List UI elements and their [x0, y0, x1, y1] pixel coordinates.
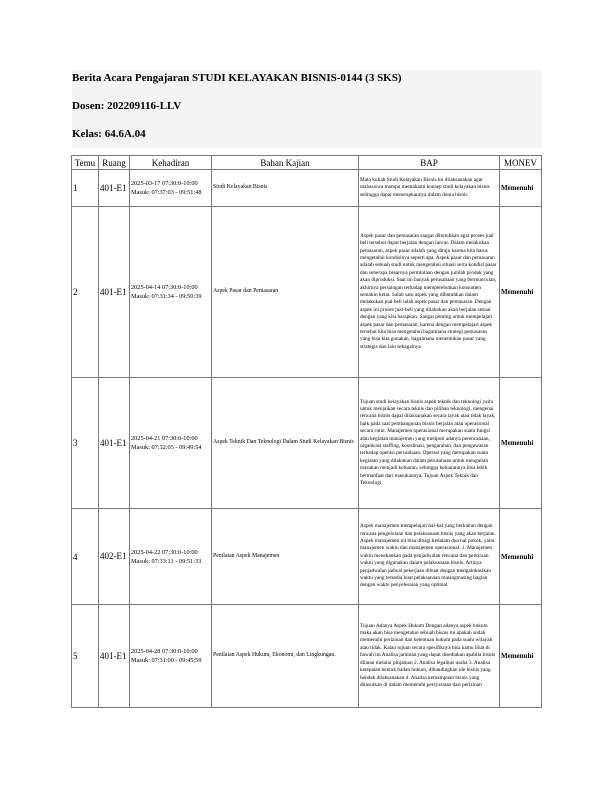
cell-monev: Memenuhi — [500, 509, 542, 605]
class-label: Kelas: 64.6A.04 — [72, 128, 146, 140]
check-in-time: Masuk: 07:31:00 - 09:45:59 — [131, 657, 202, 664]
column-header-temu: Temu — [72, 156, 99, 170]
cell-kehadiran — [130, 170, 212, 207]
cell-monev: Memenuhi — [500, 378, 542, 509]
cell-temu: 1 — [72, 170, 99, 207]
cell-temu: 2 — [72, 207, 99, 378]
schedule-time: 2025-04-14 07:30:0-10:00 — [131, 284, 198, 291]
cell-bap: Mata kuliah Studi Kelayakan Bisnis ini dilaksanakan agar mahasiswa mampu memahami konsep studi kelayakan bisnis sehingga dapat menerapkannya dalam dunia bisnis — [359, 170, 500, 207]
cell-ruang: 401-E1 — [99, 207, 130, 378]
check-in-time: Masuk: 07:33:11 - 09:51:33 — [131, 557, 202, 565]
check-in-time: Masuk: 07:37:03 - 09:51:48 — [131, 189, 202, 196]
cell-bahan-kajian: Aspek Teknik Dan Teknologi Dalam Studi Kelayakan Bisnis — [212, 378, 359, 509]
table-row — [72, 170, 542, 207]
document-header — [72, 70, 542, 148]
check-in-time: Masuk: 07:32:05 - 09:49:54 — [131, 444, 202, 451]
table-header-row — [72, 156, 542, 170]
cell-monev: Memenuhi — [500, 207, 542, 378]
cell-ruang: 401-E1 — [99, 378, 130, 509]
cell-monev: Memenuhi — [500, 605, 542, 708]
cell-bap: Tujuan studi kelayakan bisnis aspek teknik dan teknologi yaitu untuk menjaikan secara teknis dan pilihan teknologi, mengenai rencana bisnis dapat dilaksanakan secara layak atau tidak layak, baik pada saat pembangunan bisnis berjalan atau operasional secara rutin. Manajemen operasional merupakan suatu fungsi atau kegiatan manajemen yang meliputi adanya perencanaan, organisasi staffing, koordinasi, pengarahan, dan pengawasan terhadap operasi perusahaan. Operasi yang merupakan suatu kegiatan yang dilakukan dalam perusahaan untuk mengubah masukan menjadi keluaran, sehingga keluarannya bisa lebih bermanfaat dari masukannya. Tujuan Aspek Teknik dan Teknologi — [359, 378, 500, 509]
table-row — [72, 207, 542, 378]
cell-bap: Aspek manajemen mempelajari hal-hal yang berkaitan dengan rencana pengelolaan dan pelaksanaan bisnis yang akan berjalan. Aspek manajemen ini bisa dibagi kedalam dua hal pokok, yaitu manajemen waktu dan manajemen operasional. 1. Manajemen waktu menekankan pada penjadwalan rencana dan perkiraan waktu yang digunakan dalam pelaksanaan bisnis. Artinya penjadwalan jadwal pekerjaan dibuat dengan mengalokasikan waktu yang tersedia buat pelaksanaan masingmasing bagian dengan waktu penyelesaian yang optimal — [359, 509, 500, 605]
teaching-record-table — [71, 155, 542, 708]
schedule-time: 2025-04-22 07:30:0-10:00 — [131, 548, 198, 556]
cell-kehadiran — [130, 378, 212, 509]
cell-temu: 3 — [72, 378, 99, 509]
column-header-ruang: Ruang — [99, 156, 130, 170]
check-in-time: Masuk: 07:31:34 - 09:50:39 — [131, 293, 202, 300]
cell-bahan-kajian: Aspek Pasar dan Pemasaran — [212, 207, 359, 378]
cell-temu: 5 — [72, 605, 99, 708]
page-title: Berita Acara Pengajaran STUDI KELAYAKAN BISNIS-0144 (3 SKS) — [72, 72, 402, 84]
cell-kehadiran — [130, 509, 212, 605]
schedule-time: 2025-03-17 07:30:0-10:00 — [131, 180, 198, 187]
cell-kehadiran — [130, 605, 212, 708]
column-header-bahan-kajian: Bahan Kajian — [212, 156, 359, 170]
schedule-time: 2025-04-21 07:30:0-10:00 — [131, 435, 198, 442]
cell-bap: Tujuan Adanya Aspek Hukum Dengan adanya aspek hukum maka akan bisa mengetahui sebuah bisnis itu apakah sudah memenuhi perizinan dan ketentuan hukum pada suatu wilayah atau tidak. Kalau tujuan secara spesifiknya bisa kamu lihat di bawah ini Analisa jaminan yang dapat disediakan apabila bisnis dilanai melalui pinjaman 2. Analisa legalitas usaha 3. Analisa ketepatan bentuk badan hukum, dihandingkan ide bisnis yang hendak dilaksanakan 4. Analisa kemampuan bisnis yang ditusulkan di dalam memenuhi persyaratan dari perizinan — [359, 605, 500, 708]
cell-bap: Aspek pasar dan pemasaran sangat dibutuhkan agar proses jual beli tersebut dapat berjalan dengan lancar. Dalam melakukan pemasaran, aspek pasar adalah yang dituju karena kita harus mengetahui kondisinya seperti apa. Aspek pasar dan pemasaran adalah sebuah studi untuk mengetahui situasi serta kondisi pasar dan seberapa besarnya permintaan dengan jumlah produk yang akan diproduksi. Saat ini banyak perusahaan yang bermunculan, akhirnya persaingan terhadap memperebutkan konsumen semakin ketat. Salah satu aspek yang dibutuhkan dalam melakukan jual beli ialah aspek pasar dan pemasaran. Dengan aspek ini proses jual-beli yang dilakukan akan berjalan sesuai dengan yang kita harapkan. Sangat penting untuk mempelajari aspek pasar dan pemasaran, karena dengan mempelajari aspek tersebut kita bisa mengetahui bagaimana strategi pemasaran yang bisa kita gunakan, bagaimana menentukan pasar yang strategis dan lain sebagainya — [359, 207, 500, 378]
cell-kehadiran — [130, 207, 212, 378]
schedule-time: 2025-04-28 07:30:0-10:00 — [131, 648, 198, 655]
column-header-bap: BAP — [359, 156, 500, 170]
cell-ruang: 401-E1 — [99, 170, 130, 207]
cell-bahan-kajian: Penilaian Aspek Hukum, Ekonomi, dan Lingkungan. — [212, 605, 359, 708]
cell-temu: 4 — [72, 509, 99, 605]
column-header-monev: MONEV — [500, 156, 542, 170]
cell-bahan-kajian: Penilaian Aspek Manajemen — [212, 509, 359, 605]
table-row — [72, 605, 542, 708]
table-row — [72, 378, 542, 509]
cell-ruang: 401-E1 — [99, 605, 130, 708]
cell-ruang: 402-E1 — [99, 509, 130, 605]
cell-bahan-kajian: Studi Kelayakan Bisnis — [212, 170, 359, 207]
column-header-kehadiran: Kehadiran — [130, 156, 212, 170]
cell-monev: Memenuhi — [500, 170, 542, 207]
table-row — [72, 509, 542, 605]
lecturer-label: Dosen: 202209116-LLV — [72, 100, 182, 112]
